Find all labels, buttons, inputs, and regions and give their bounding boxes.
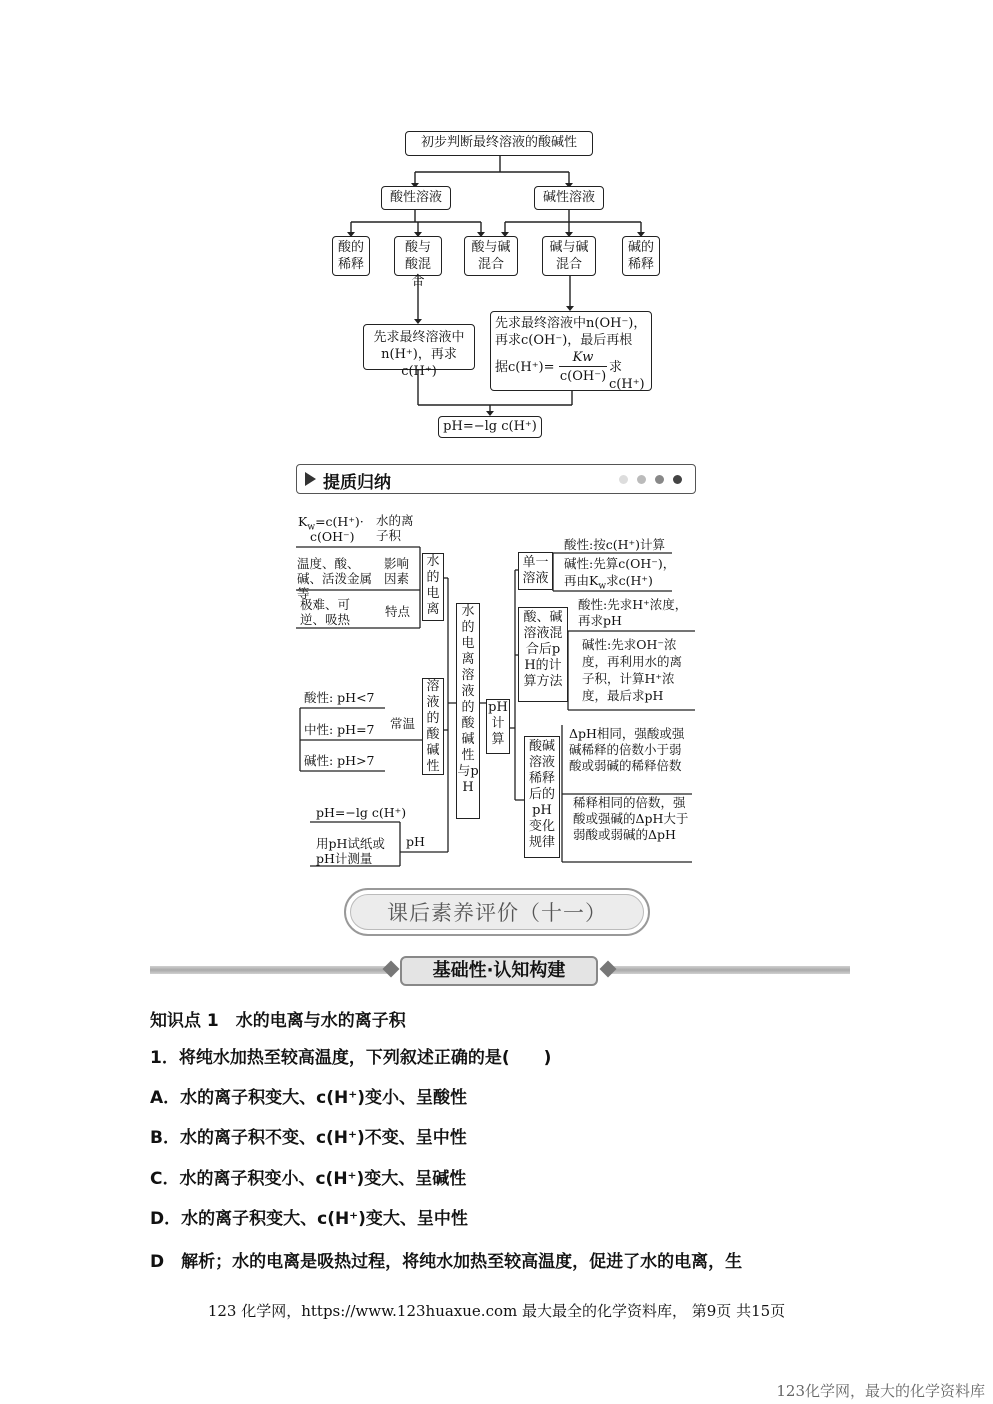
mix-acid-label: 酸性:先求H⁺浓度，再求pH (578, 597, 688, 628)
center-topic-node: 水的电离 溶液的酸碱性与pH (456, 603, 480, 819)
kw-formula-line2: c(OH⁻) (310, 529, 355, 544)
flow-ph-box: pH=−lg c(H⁺) (438, 416, 542, 438)
ph-definition-label: pH=−lg c(H⁺) (316, 805, 407, 820)
option-a: A．水的离子积变大、c(H⁺)变小、呈酸性 (150, 1088, 467, 1108)
dilution-rule-1: ΔpH相同，强酸或强碱稀释的倍数小于弱酸或弱碱的稀释倍数 (569, 726, 685, 773)
kw-formula-line1: $K_w=c(H^+)\cdot$ (298, 514, 364, 533)
dilution-rule-2: 稀释相同的倍数，强酸或强碱的ΔpH大于弱酸或弱碱的ΔpH (573, 795, 689, 842)
flow-formula-denominator: c(OH⁻) (559, 369, 607, 384)
single-solution-node: 单一溶液 (518, 552, 553, 590)
water-ionization-node: 水的电离 (422, 553, 444, 621)
single-base-label-line2: 再由$K_w$求c(H⁺) (564, 573, 653, 592)
option-d: D．水的离子积变大、c(H⁺)变大、呈中性 (150, 1209, 468, 1229)
trait-label: 特点 (385, 604, 411, 619)
question-1: 1．将纯水加热至较高温度，下列叙述正确的是( ) (150, 1048, 552, 1068)
mixing-node: 酸、碱溶液混合后pH的计算方法 (518, 607, 568, 702)
flow-acid-box: 酸性溶液 (381, 186, 451, 210)
ph-calc-node: pH计算 (486, 699, 510, 754)
measure-label: 用pH试纸或pH计测量 (316, 836, 385, 866)
flow-base-box: 碱性溶液 (534, 186, 604, 210)
answer-explanation: D 解析；水的电离是吸热过程，将纯水加热至较高温度，促进了水的电离，生 (150, 1252, 743, 1272)
band-left (150, 966, 392, 974)
option-c: C．水的离子积变小、c(H⁺)变大、呈碱性 (150, 1169, 467, 1189)
features-label: 极难、可逆、吸热 (300, 597, 351, 627)
ion-product-label: 水的离子积 (376, 513, 414, 543)
ph-branch-label: pH (406, 834, 425, 849)
flow-case-acid-base: 酸与碱混合 (464, 236, 518, 276)
flow-right-calc-line1: 先求最终溶液中n(OH⁻)， (495, 316, 647, 331)
factors-label: 温度、酸、碱、活泼金属等 (297, 556, 373, 601)
flow-case-acid-acid: 酸与酸混合 (394, 236, 442, 276)
flow-formula-left: 据c(H⁺)= (495, 360, 555, 375)
section-title: 提质归纳 (323, 473, 391, 493)
flow-left-calc-line2: n(H⁺)，再求c(H⁺) (381, 347, 457, 379)
flow-right-calc-line2: 再求c(OH⁻)，最后再根 (495, 333, 633, 348)
flow-case-acid-dilution: 酸的稀释 (332, 236, 370, 276)
flow-top-box: 初步判断最终溶液的酸碱性 (405, 131, 593, 156)
watermark: 123化学网，最大的化学资料库 (776, 1382, 985, 1400)
acidic-label: 酸性: pH<7 (304, 690, 375, 705)
knowledge-point-heading: 知识点 1 水的电离与水的离子积 (150, 1011, 406, 1031)
basic-label: 碱性: pH>7 (304, 753, 375, 768)
flow-formula-numerator: Kw (559, 349, 607, 367)
evaluation-title: 课后素养评价（十一） (350, 894, 644, 930)
evaluation-title-pill (344, 888, 650, 936)
flow-case-base-dilution: 碱的稀释 (622, 236, 660, 276)
mix-base-label: 碱性:先求OH⁻浓度，再利用水的离子积，计算H⁺浓度，最后求pH (582, 637, 683, 703)
single-acid-label: 酸性:按c(H⁺)计算 (564, 537, 665, 552)
influence-label: 影响因素 (384, 556, 410, 586)
dilution-node: 酸碱溶液稀释后的pH变化规律 (524, 736, 560, 858)
solution-acidity-node: 溶液的酸碱性 (422, 678, 444, 775)
page-footer: 123 化学网，https://www.123huaxue.com 最大最全的化学资料库， 第9页 共15页 (207, 1302, 786, 1320)
single-base-label-line1: 碱性:先算c(OH⁻)， (564, 556, 676, 571)
band-right (606, 966, 850, 974)
band-label: 基础性·认知构建 (400, 956, 598, 986)
option-b: B．水的离子积不变、c(H⁺)不变、呈中性 (150, 1128, 467, 1148)
neutral-label: 中性: pH=7 (304, 722, 375, 737)
room-temp-label: 常温 (390, 716, 416, 731)
flow-formula-right: 求c(H⁺) (609, 360, 645, 392)
diamond-icon (383, 961, 400, 978)
flow-left-calc-line1: 先求最终溶液中 (373, 330, 465, 345)
diamond-icon (600, 961, 617, 978)
flow-case-base-base: 碱与碱混合 (542, 236, 596, 276)
